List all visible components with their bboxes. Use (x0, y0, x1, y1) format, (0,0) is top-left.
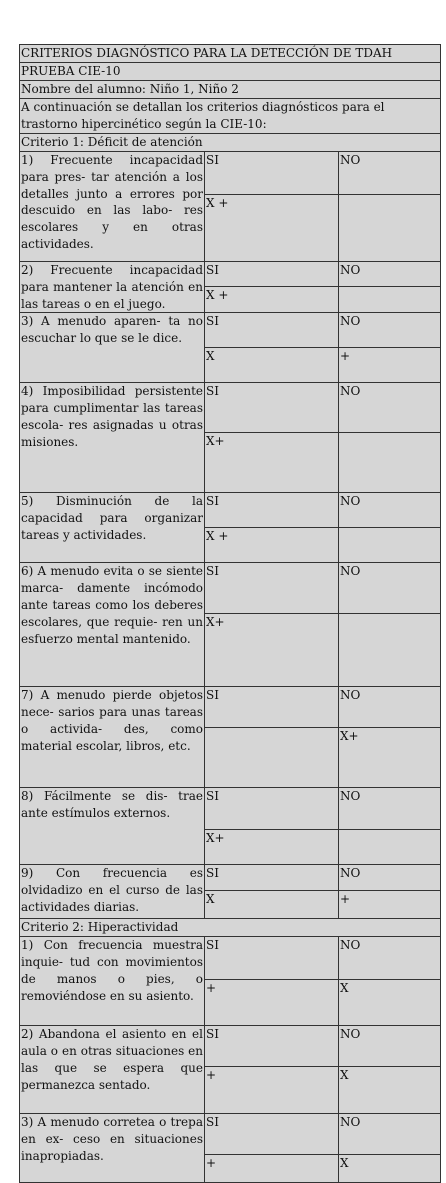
criteria-document (19, 44, 440, 1183)
no-answer: X (339, 980, 441, 1026)
si-answer: X + (205, 195, 339, 262)
criterion-text: 9) Con frecuencia es olvidadizo en el curso de las actividades diarias. (20, 865, 205, 919)
criterion-text: 7) A menudo pierde objetos nece- sarios para unas tareas o activida- des, como material escolar, libros, etc. (20, 687, 205, 788)
no-answer (339, 195, 441, 262)
no-label: NO (339, 1026, 441, 1067)
no-answer: + (339, 891, 441, 919)
no-label: NO (339, 1114, 441, 1155)
si-label: SI (205, 788, 339, 830)
criterion-row (20, 493, 441, 528)
si-label: SI (205, 152, 339, 195)
criterion-row (20, 788, 441, 830)
no-answer (339, 528, 441, 563)
criterion-row (20, 1114, 441, 1155)
intro-text (20, 99, 441, 134)
criteria-table (19, 44, 441, 1183)
intro-line-1: A continuación se detallan los criterios diagnósticos para el (21, 100, 385, 114)
document-title: CRITERIOS DIAGNÓSTICO PARA LA DETECCIÓN DE TDAH (20, 45, 441, 63)
criterio-2-title: Criterio 2: Hiperactividad (20, 919, 441, 937)
criterio-1-title: Criterio 1: Déficit de atención (20, 134, 441, 152)
no-label: NO (339, 262, 441, 287)
si-answer: X + (205, 287, 339, 313)
criterion-text: 6) A menudo evita o se siente marca- damente incómodo ante tareas como los deberes escolares, que requie- ren un esfuerzo mental mantenido. (20, 563, 205, 687)
test-name: PRUEBA CIE-10 (20, 63, 441, 81)
criterion-text: 1) Con frecuencia muestra inquie- tud con movimientos de manos o pies, o removiéndose en su asiento. (20, 937, 205, 1026)
si-label: SI (205, 865, 339, 891)
criterion-row (20, 1026, 441, 1067)
criterion-text: 1) Frecuente incapacidad para pres- tar atención a los detalles junto a errores por descuido en las labo- res escolares y en otras actividades. (20, 152, 205, 262)
criterion-text: 3) A menudo aparen- ta no escuchar lo que se le dice. (20, 313, 205, 383)
student-name: Nombre del alumno: Niño 1, Niño 2 (20, 81, 441, 99)
no-label: NO (339, 865, 441, 891)
si-label: SI (205, 1114, 339, 1155)
si-label: SI (205, 262, 339, 287)
si-answer: X+ (205, 830, 339, 865)
si-label: SI (205, 313, 339, 348)
criterion-row (20, 865, 441, 891)
criterion-row (20, 262, 441, 287)
si-label: SI (205, 1026, 339, 1067)
criterion-row (20, 563, 441, 614)
si-answer: X+ (205, 433, 339, 493)
no-label: NO (339, 788, 441, 830)
si-answer: X (205, 348, 339, 383)
criterion-text: 4) Imposibilidad persistente para cumplimentar las tareas escola- res asignadas u otras misiones. (20, 383, 205, 493)
si-answer: X + (205, 528, 339, 563)
si-label: SI (205, 937, 339, 980)
intro-line-2: trastorno hipercinético según la CIE-10: (21, 116, 267, 131)
no-answer (339, 830, 441, 865)
no-answer: X (339, 1155, 441, 1183)
si-answer: + (205, 1067, 339, 1114)
no-label: NO (339, 937, 441, 980)
no-label: NO (339, 563, 441, 614)
no-answer (339, 433, 441, 493)
criterion-text: 5) Disminución de la capacidad para organizar tareas y actividades. (20, 493, 205, 563)
no-label: NO (339, 493, 441, 528)
si-label: SI (205, 383, 339, 433)
no-answer (339, 614, 441, 687)
si-answer: X (205, 891, 339, 919)
criterion-row (20, 937, 441, 980)
si-answer: + (205, 980, 339, 1026)
criterion-row (20, 313, 441, 348)
criterion-text: 2) Abandona el asiento en el aula o en otras situaciones en las que se espera que permanezca sentado. (20, 1026, 205, 1114)
criterion-text: 2) Frecuente incapacidad para mantener la atención en las tareas o en el juego. (20, 262, 205, 313)
si-label: SI (205, 563, 339, 614)
si-answer: + (205, 1155, 339, 1183)
si-answer: X+ (205, 614, 339, 687)
si-label: SI (205, 493, 339, 528)
no-answer: X (339, 1067, 441, 1114)
si-label: SI (205, 687, 339, 728)
no-answer: X+ (339, 728, 441, 788)
si-answer (205, 728, 339, 788)
no-label: NO (339, 152, 441, 195)
criterion-text: 3) A menudo corretea o trepa en ex- ceso en situaciones inapropiadas. (20, 1114, 205, 1183)
criterion-text: 8) Fácilmente se dis- trae ante estímulos externos. (20, 788, 205, 865)
no-answer (339, 287, 441, 313)
criterion-row (20, 687, 441, 728)
no-label: NO (339, 687, 441, 728)
no-label: NO (339, 383, 441, 433)
criterion-row (20, 152, 441, 195)
no-label: NO (339, 313, 441, 348)
no-answer: + (339, 348, 441, 383)
criterion-row (20, 383, 441, 433)
